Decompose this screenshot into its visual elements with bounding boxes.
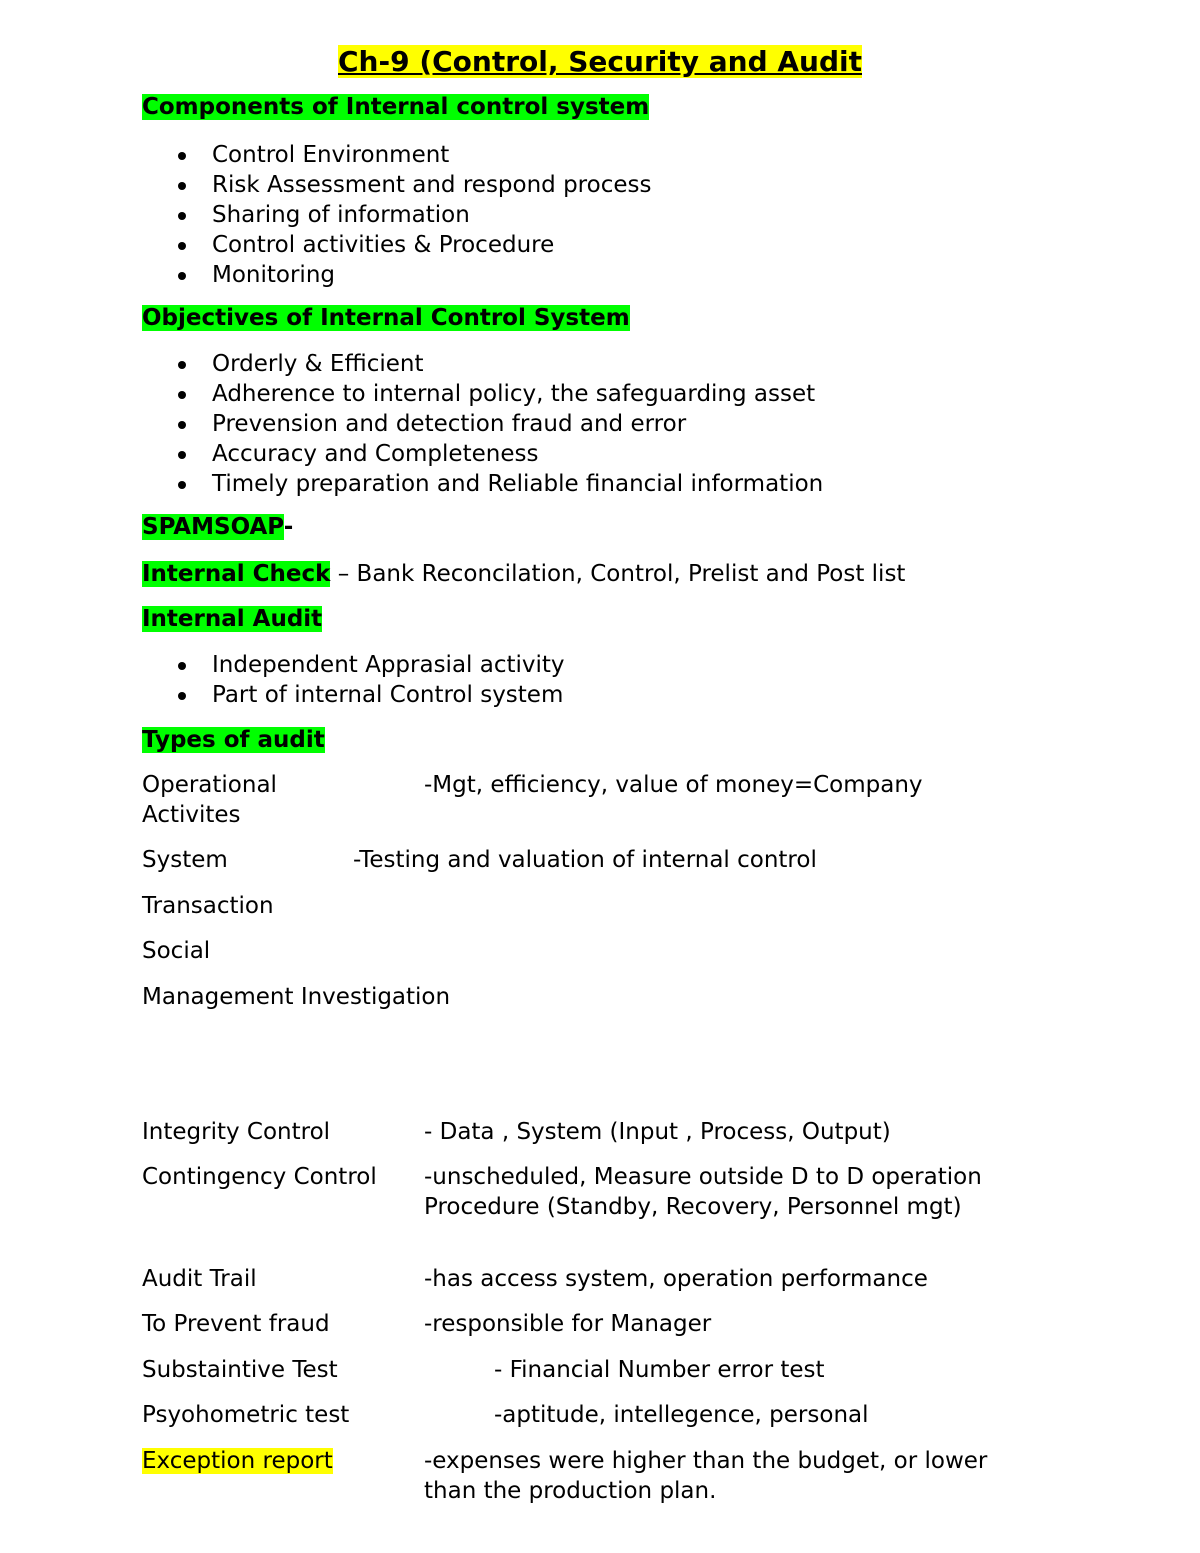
list-item: Timely preparation and Reliable financial information [142, 469, 823, 499]
internal-audit-heading [142, 604, 322, 634]
exception-report-label-text: Exception report [142, 1448, 333, 1474]
social-label: Social [142, 938, 211, 964]
substantive-test-label: Substaintive Test [142, 1357, 338, 1383]
psychometric-test-label: Psyohometric test [142, 1402, 350, 1428]
prevent-fraud-label: To Prevent fraud [142, 1311, 330, 1337]
components-list [142, 140, 651, 290]
internal-check-heading: Internal Check [142, 561, 331, 587]
operational-description: -Mgt, efficiency, value of money=Company [424, 772, 923, 798]
objectives-list [142, 349, 823, 499]
spamsoap-heading [142, 512, 293, 542]
internal-audit-heading-text: Internal Audit [142, 606, 323, 632]
exception-report-label [142, 1446, 333, 1476]
system-label: System [142, 847, 228, 873]
audit-trail-description: -has access system, operation performance [424, 1266, 928, 1292]
objectives-heading [142, 303, 630, 333]
list-item: Risk Assessment and respond process [142, 170, 651, 200]
internal-check-line [142, 559, 905, 589]
types-of-audit-heading-text: Types of audit [142, 727, 325, 753]
system-description: -Testing and valuation of internal control [353, 847, 817, 873]
page-title-text: Ch-9 (Control, Security and Audit [338, 45, 862, 78]
integrity-control-description: - Data , System (Input , Process, Output) [424, 1119, 891, 1145]
list-item: Accuracy and Completeness [142, 439, 823, 469]
audit-trail-label: Audit Trail [142, 1266, 257, 1292]
components-heading-text: Components of Internal control system [142, 94, 650, 120]
operational-label-continued: Activites [142, 802, 241, 828]
list-item: Adherence to internal policy, the safeguarding asset [142, 379, 823, 409]
internal-audit-list [142, 650, 565, 710]
list-item: Prevension and detection fraud and error [142, 409, 823, 439]
list-item: Independent Apprasial activity [142, 650, 565, 680]
list-item: Monitoring [142, 260, 651, 290]
integrity-control-label: Integrity Control [142, 1119, 331, 1145]
page-title [0, 44, 1200, 80]
contingency-control-description-continued: Procedure (Standby, Recovery, Personnel mgt) [424, 1194, 962, 1220]
exception-report-description-continued: than the production plan. [424, 1478, 717, 1504]
spamsoap-heading-text: SPAMSOAP [142, 514, 284, 540]
exception-report-description: -expenses were higher than the budget, or lower [424, 1448, 988, 1474]
operational-label: Operational [142, 772, 277, 798]
types-of-audit-heading [142, 725, 325, 755]
spamsoap-suffix: - [283, 514, 294, 540]
contingency-control-description: -unscheduled, Measure outside D to D operation [424, 1164, 982, 1190]
list-item: Sharing of information [142, 200, 651, 230]
transaction-label: Transaction [142, 893, 274, 919]
objectives-heading-text: Objectives of Internal Control System [142, 305, 630, 331]
contingency-control-label: Contingency Control [142, 1164, 377, 1190]
psychometric-test-description: -aptitude, intellegence, personal [494, 1402, 869, 1428]
substantive-test-description: - Financial Number error test [494, 1357, 825, 1383]
list-item: Orderly & Efficient [142, 349, 823, 379]
list-item: Control activities & Procedure [142, 230, 651, 260]
components-heading [142, 92, 649, 122]
prevent-fraud-description: -responsible for Manager [424, 1311, 712, 1337]
list-item: Control Environment [142, 140, 651, 170]
internal-check-text: – Bank Reconcilation, Control, Prelist and Post list [330, 561, 906, 587]
list-item: Part of internal Control system [142, 680, 565, 710]
management-investigation-label: Management Investigation [142, 984, 451, 1010]
